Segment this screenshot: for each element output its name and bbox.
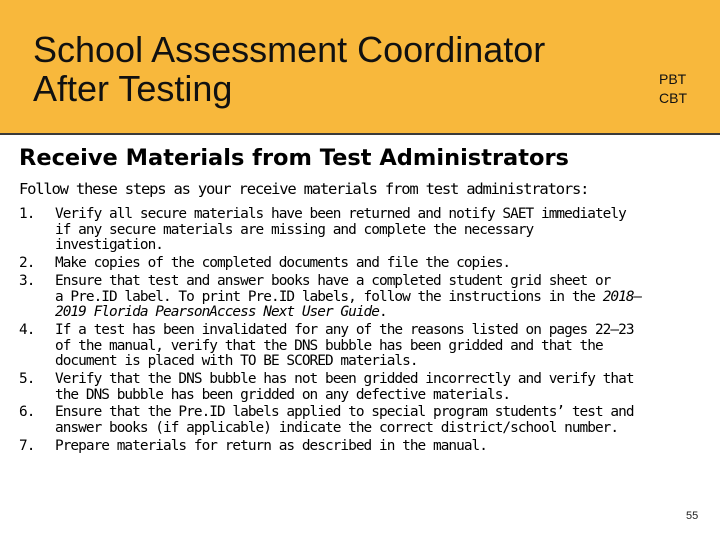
steps-list (0, 207, 720, 457)
guide-title-part-1: 2018– (602, 288, 642, 305)
step-text-line: investigation. (55, 237, 163, 254)
step-text-line: Ensure that the Pre.ID labels applied to special program students’ test and (55, 404, 634, 421)
step-text-line: answer books (if applicable) indicate the correct district/school number. (55, 420, 619, 437)
step-item (0, 256, 720, 272)
slide-title (33, 30, 633, 108)
step-text-line: the DNS bubble has been gridded on any defective materials. (55, 386, 511, 403)
guide-title-part-2: 2019 Florida PearsonAccess Next User Guide (55, 304, 379, 321)
step-text-line: If a test has been invalidated for any of the reasons listed on pages 22–23 (55, 321, 634, 338)
test-mode-tags (659, 70, 687, 108)
step-text-line (55, 290, 690, 306)
step-item (0, 207, 720, 254)
step-text: a Pre.ID label. To print Pre.ID labels, follow the instructions in the (55, 288, 595, 305)
step-number: 5. (19, 371, 35, 388)
step-item (0, 274, 720, 321)
step-text-line: Verify that the DNS bubble has not been gridded incorrectly and verify that (55, 371, 634, 388)
step-item (0, 323, 720, 370)
step-text-line: Ensure that test and answer books have a completed student grid sheet or (55, 272, 611, 289)
step-number: 6. (19, 404, 35, 421)
step-number: 3. (19, 272, 35, 289)
step-text-line (55, 305, 690, 321)
slide-title-line-2: After Testing (33, 68, 233, 109)
step-number: 2. (19, 255, 35, 272)
slide-title-line-1: School Assessment Coordinator (33, 29, 546, 70)
step-text-line: if any secure materials are missing and complete the necessary (55, 221, 534, 238)
step-number: 4. (19, 321, 35, 338)
guide-title-end: . (378, 304, 387, 321)
step-text-line: Make copies of the completed documents and file the copies. (55, 255, 511, 272)
step-item (0, 372, 720, 403)
section-heading: Receive Materials from Test Administrators (19, 145, 569, 171)
step-text-line: of the manual, verify that the DNS bubble has been gridded and that the (55, 337, 603, 354)
title-banner (0, 0, 720, 135)
step-text-line: Prepare materials for return as described in the manual. (55, 437, 487, 454)
intro-text: Follow these steps as your receive materials from test administrators: (19, 180, 589, 198)
step-item (0, 405, 720, 436)
step-number: 7. (19, 437, 35, 454)
step-text-line: Verify all secure materials have been returned and notify SAET immediately (55, 206, 626, 222)
tag-cbt: CBT (659, 90, 687, 106)
page-number: 55 (686, 510, 699, 522)
tag-pbt: PBT (659, 71, 687, 87)
step-number: 1. (19, 206, 35, 222)
step-item (0, 439, 720, 455)
step-text-line: document is placed with TO BE SCORED materials. (55, 353, 418, 370)
